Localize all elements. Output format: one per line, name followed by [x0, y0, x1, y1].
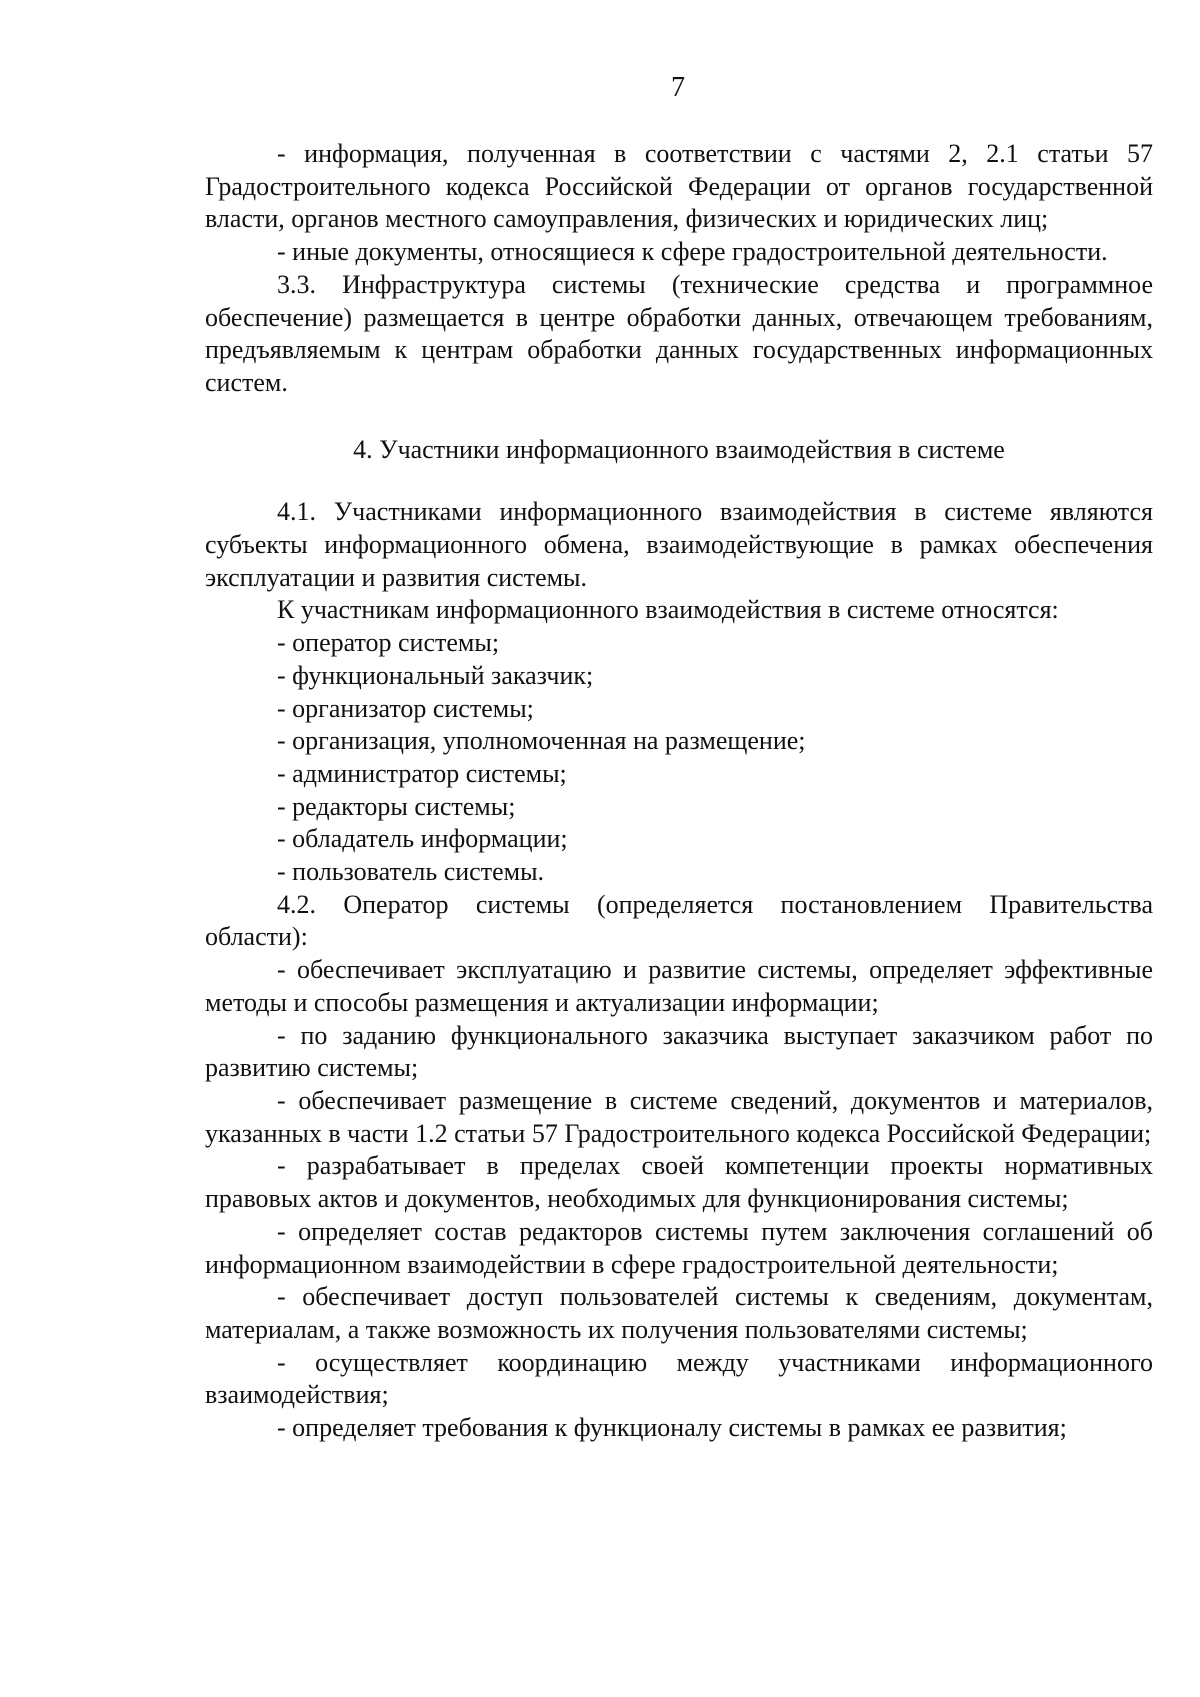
paragraph: - обеспечивает размещение в системе сведений, документов и материалов, указанных в части 1.2 статьи 57 Градостроительного кодекса Российской Федерации; — [205, 1085, 1153, 1148]
paragraph: - иные документы, относящиеся к сфере градостроительной деятельности. — [277, 237, 1108, 267]
list-item: - организация, уполномоченная на размещение; — [277, 726, 806, 756]
list-item: - пользователь системы. — [277, 857, 545, 887]
paragraph: 3.3. Инфраструктура системы (технические средства и программное обеспечение) размещается в центре обработки данных, отвечающем требованиям, предъявляемым к центрам обработки данных государственных информационных систем. — [205, 269, 1153, 397]
paragraph: - обеспечивает доступ пользователей системы к сведениям, документам, материалам, а также возможность их получения пользователями системы; — [205, 1282, 1153, 1344]
paragraph: 4.2. Оператор системы (определяется постановлением Правительства области): — [205, 889, 1153, 952]
paragraph: - определяет состав редакторов системы путем заключения соглашений об информационном взаимодействии в сфере градостроительной деятельности; — [205, 1216, 1153, 1279]
document-body — [205, 138, 1153, 1445]
paragraph: - определяет требования к функционалу системы в рамках ее развития; — [277, 1413, 1067, 1443]
section-heading: 4. Участники информационного взаимодействия в системе — [353, 434, 1005, 464]
paragraph: 4.1. Участниками информационного взаимодействия в системе являются субъекты информационного обмена, взаимодействующие в рамках обеспечения эксплуатации и развития системы. — [205, 497, 1153, 592]
paragraph: - по заданию функционального заказчика выступает заказчиком работ по развитию системы; — [205, 1020, 1153, 1083]
page-number: 7 — [671, 72, 685, 103]
list-item: - организатор системы; — [277, 693, 534, 723]
paragraph: - осуществляет координацию между участниками информационного взаимодействия; — [205, 1347, 1153, 1410]
list-item: - функциональный заказчик; — [277, 660, 594, 690]
list-item: - администратор системы; — [277, 758, 567, 788]
paragraph: - разрабатывает в пределах своей компетенции проекты нормативных правовых актов и документов, необходимых для функционирования системы; — [205, 1151, 1153, 1214]
paragraph: - информация, полученная в соответствии с частями 2, 2.1 статьи 57 Градостроительного кодекса Российской Федерации от органов государственной власти, органов местного самоуправления, физических и юридических лиц; — [205, 139, 1153, 234]
participants-intro: К участникам информационного взаимодействия в системе относятся: — [277, 595, 1059, 625]
list-item: - оператор системы; — [277, 628, 500, 658]
paragraph: - обеспечивает эксплуатацию и развитие системы, определяет эффективные методы и способы размещения и актуализации информации; — [205, 955, 1153, 1017]
list-item: - обладатель информации; — [277, 824, 568, 854]
list-item: - редакторы системы; — [277, 791, 516, 821]
